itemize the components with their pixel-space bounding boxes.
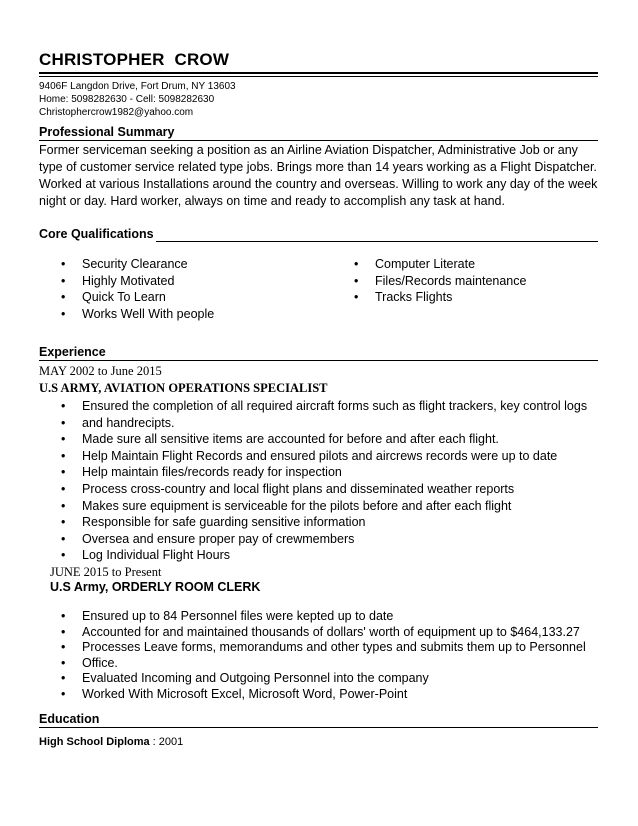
bullet-glyph: • bbox=[61, 687, 66, 701]
bullet-glyph: • bbox=[61, 498, 66, 513]
bullet-glyph: • bbox=[61, 448, 66, 463]
bullet-text: Help maintain files/records ready for inspection bbox=[82, 465, 342, 480]
bullet-glyph: • bbox=[61, 257, 66, 271]
bullet-glyph: • bbox=[61, 548, 66, 563]
bullet-text: Log Individual Flight Hours bbox=[82, 548, 230, 563]
section-title-education: Education bbox=[39, 712, 100, 726]
bullet-text: Processes Leave forms, memorandums and other types and submits them up to Personnel bbox=[82, 640, 586, 655]
section-title-experience: Experience bbox=[39, 345, 106, 359]
bullet-glyph: • bbox=[61, 515, 66, 530]
education-divider bbox=[39, 727, 598, 728]
bullet-text: Worked With Microsoft Excel, Microsoft Word, Power-Point bbox=[82, 687, 408, 701]
bullet-glyph: • bbox=[61, 415, 66, 430]
header-divider bbox=[39, 72, 598, 74]
bullet-text: Made sure all sensitive items are accounted for before and after each flight. bbox=[82, 432, 499, 447]
experience-divider bbox=[39, 360, 598, 361]
qualifications-underline bbox=[156, 241, 598, 242]
bullet-text: Responsible for safe guarding sensitive information bbox=[82, 515, 366, 530]
bullet-text: Accounted for and maintained thousands of dollars' worth of equipment up to $464,133.27 bbox=[82, 624, 580, 639]
bullet-text: Help Maintain Flight Records and ensured pilots and aircrews records were up to date bbox=[82, 448, 558, 463]
bullet-glyph: • bbox=[61, 531, 66, 546]
section-title-summary: Professional Summary bbox=[39, 125, 175, 139]
bullet-text: Files/Records maintenance bbox=[375, 273, 527, 288]
bullet-text: Works Well With people bbox=[82, 307, 215, 322]
bullet-text: Quick To Learn bbox=[82, 290, 166, 305]
qualifications-title-text: Core Qualifications bbox=[39, 227, 154, 241]
bullet-glyph: • bbox=[61, 671, 66, 686]
bullet-glyph: • bbox=[354, 290, 359, 305]
contact-email: Christophercrow1982@yahoo.com bbox=[39, 107, 194, 118]
bullet-glyph: • bbox=[61, 624, 66, 639]
bullet-glyph: • bbox=[61, 307, 66, 322]
summary-text: Former serviceman seeking a position as an Airline Aviation Dispatcher, Administrative Job or any type of customer service related type jobs. Brings more than 14 years working as a Flight Dispatcher. Worked at various Installations around the country and overseas. Willing to work any day of the week night or day. Hard worker, always on time and ready to accomplish any task at hand. bbox=[39, 143, 598, 208]
job-title: U.S ARMY, AVIATION OPERATIONS SPECIALIST bbox=[39, 381, 328, 395]
education-year: : 2001 bbox=[149, 736, 184, 748]
header-divider-thin bbox=[39, 76, 598, 77]
bullet-text: Tracks Flights bbox=[375, 290, 453, 305]
summary-divider bbox=[39, 140, 598, 141]
bullet-text: Makes sure equipment is serviceable for the pilots before and after each flight bbox=[82, 498, 512, 513]
bullet-glyph: • bbox=[61, 609, 66, 623]
bullet-glyph: • bbox=[354, 257, 359, 271]
bullet-glyph: • bbox=[61, 640, 66, 655]
bullet-text: Security Clearance bbox=[82, 257, 188, 271]
job-title: U.S Army, ORDERLY ROOM CLERK bbox=[50, 580, 261, 594]
bullet-glyph: • bbox=[61, 273, 66, 288]
bullet-text: Highly Motivated bbox=[82, 273, 175, 288]
bullet-text: Oversea and ensure proper pay of crewmembers bbox=[82, 531, 355, 546]
education-entry bbox=[39, 736, 183, 748]
bullet-text: Process cross-country and local flight plans and disseminated weather reports bbox=[82, 482, 515, 496]
bullet-glyph: • bbox=[61, 432, 66, 447]
bullet-glyph: • bbox=[61, 399, 66, 413]
contact-phones: Home: 5098282630 - Cell: 5098282630 bbox=[39, 94, 215, 105]
bullet-text: Office. bbox=[82, 655, 118, 670]
bullet-text: Computer Literate bbox=[375, 257, 476, 271]
job-dates: JUNE 2015 to Present bbox=[50, 565, 162, 579]
bullet-glyph: • bbox=[354, 273, 359, 288]
bullet-glyph: • bbox=[61, 290, 66, 305]
bullet-glyph: • bbox=[61, 465, 66, 480]
contact-address: 9406F Langdon Drive, Fort Drum, NY 13603 bbox=[39, 81, 236, 92]
bullet-text: Ensured the completion of all required aircraft forms such as flight trackers, key control logs bbox=[82, 399, 588, 413]
bullet-text: Evaluated Incoming and Outgoing Personnel into the company bbox=[82, 671, 429, 686]
education-degree: High School Diploma bbox=[39, 736, 150, 748]
bullet-glyph: • bbox=[61, 482, 66, 496]
bullet-text: and handrecipts. bbox=[82, 415, 175, 430]
job-dates: MAY 2002 to June 2015 bbox=[39, 364, 162, 378]
bullet-glyph: • bbox=[61, 655, 66, 670]
candidate-name: CHRISTOPHER CROW bbox=[39, 50, 230, 69]
section-title-qualifications bbox=[39, 227, 154, 241]
bullet-text: Ensured up to 84 Personnel files were kepted up to date bbox=[82, 609, 394, 623]
